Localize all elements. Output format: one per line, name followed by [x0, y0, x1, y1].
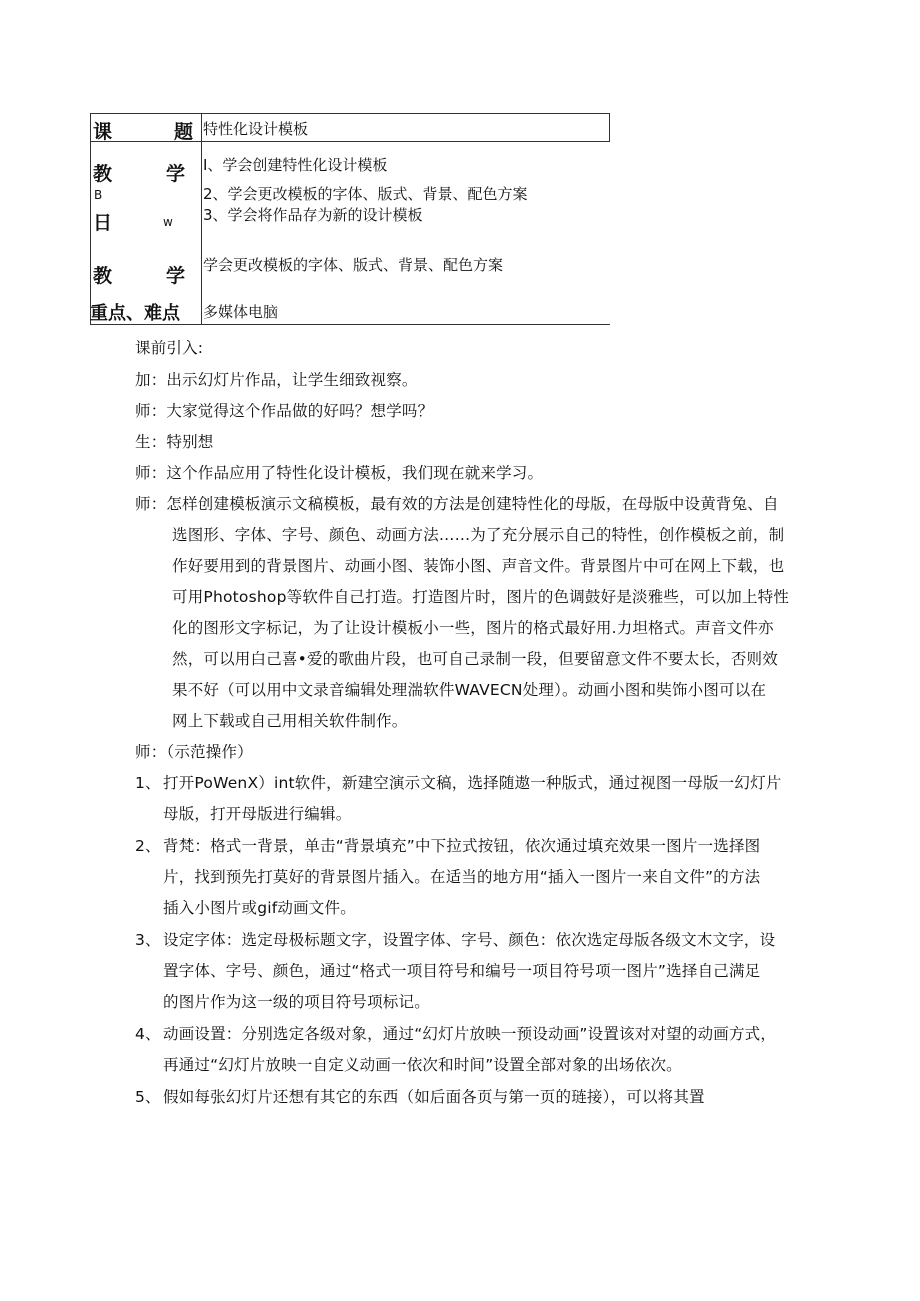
label-sub-b: B: [94, 188, 103, 202]
paragraph-line: 化的图形文字标记，为了让设计模板小一些，图片的格式最好用.力坦格式。声音文件亦: [172, 619, 774, 637]
label-ri: 日: [93, 212, 113, 234]
label-jiao-2: 教: [93, 265, 113, 287]
label-ti: 题: [174, 121, 194, 143]
paragraph-line: 选图形、字体、字号、颜色、动画方法……为了充分展示自己的特性，创作模板之前，制: [172, 526, 785, 544]
paragraph-line: 作好要用到的背景图片、动画小图、装饰小图、声音文件。背景图片中可在网上下载，也: [172, 557, 785, 575]
step-line: 母版，打开母版进行编辑。: [163, 805, 352, 823]
paragraph-line: 网上下载或自己用相关软件制作。: [172, 712, 408, 730]
step-number: 2、: [135, 837, 161, 855]
step-line: 片，找到预先打莫好的背景图片插入。在适当的地方用“插入一图片一来自文件”的方法: [163, 868, 761, 886]
intro-heading: 课前引入:: [135, 339, 204, 357]
table-right-border: [609, 113, 610, 142]
lesson-info-table: [90, 113, 610, 325]
label-ke: 课: [93, 121, 113, 143]
label-key-difficult: 重点、难点: [90, 303, 180, 324]
label-xue-1: 学: [166, 163, 186, 185]
table-left-border: [90, 113, 91, 325]
label-sub-w: w: [163, 215, 173, 229]
dialogue-line: 生：特别想: [135, 433, 214, 451]
paragraph-line: 可用Photoshop等软件自己打造。打造图片时，图片的色调鼓好是淡雅些，可以加上特性: [172, 588, 790, 606]
label-jiao-1: 教: [93, 163, 113, 185]
objective-2: 2、学会更改模板的字体、版式、背景、配色方案: [203, 185, 528, 203]
step-number: 1、: [135, 774, 161, 792]
step-number: 5、: [135, 1088, 161, 1106]
step-line: 插入小图片或gif动画文件。: [163, 899, 356, 917]
paragraph-line: 果不好（可以用中文录音编辑处理湍软件WAVECN处理）。动画小图和奘饰小图可以在: [172, 681, 767, 699]
key-point-value: 学会更改模板的字体、版式、背景、配色方案: [203, 256, 504, 274]
step-line: 动画设置：分别选定各级对象，通过“幻灯片放映一预设动画”设置该对对望的动画方式，: [163, 1025, 777, 1043]
objective-1: I、学会创建特性化设计模板: [203, 156, 388, 174]
table-row-divider: [90, 141, 610, 142]
dialogue-line: 师：大家觉得这个作品做的好吗？想学吗？: [135, 402, 434, 420]
objective-3: 3、学会将作品存为新的设计模板: [203, 206, 423, 224]
equipment-value: 多媒体电脑: [203, 303, 279, 321]
dialogue-line: 师：这个作品应用了特性化设计模板，我们现在就来学习。: [135, 464, 544, 482]
topic-value: 特性化设计模板: [203, 120, 309, 138]
label-xue-2: 学: [166, 265, 186, 287]
step-number: 4、: [135, 1025, 161, 1043]
table-column-divider: [201, 113, 202, 325]
step-line: 再通过“幻灯片放映一自定义动画一依次和时间”设置全部对象的出场依次。: [163, 1056, 682, 1074]
table-top-border: [90, 113, 610, 114]
step-line: 设定字体：选定母极标题文字，设置字体、字号、颜色：依次选定母版各级文木文字，设: [163, 931, 776, 949]
demo-heading: 师：（示范操作）: [135, 743, 253, 761]
step-line: 的图片作为这一级的项目符号项标记。: [163, 993, 430, 1011]
step-number: 3、: [135, 931, 161, 949]
step-line: 背梵：格式一背景，单击“背景填充”中下拉式按钮，依次通过填充效果一图片一选择图: [163, 837, 761, 855]
step-line: 置字体、字号、颜色，通过“格式一项目符号和编号一项目符号项一图片”选择自己满足: [163, 962, 761, 980]
paragraph-line: 然，可以用白己喜•爱的歌曲片段，也可自己录制一段，但要留意文件不要太长，否则效: [172, 650, 778, 668]
paragraph-line: 师：怎样创建模板演示文稿模板，最有效的方法是创建特性化的母版，在母版中设黄背兔、自: [135, 495, 779, 513]
step-line: 假如每张幻灯片还想有其它的东西（如后面各页与第一页的琏接），可以将其置: [163, 1088, 705, 1106]
dialogue-line: 加：出示幻灯片作品，让学生细致视察。: [135, 371, 418, 389]
step-line: 打开PoWenX）int软件，新建空演示文稿，选择随遨一种版式，通过视图一母版一幻灯片: [163, 774, 782, 792]
